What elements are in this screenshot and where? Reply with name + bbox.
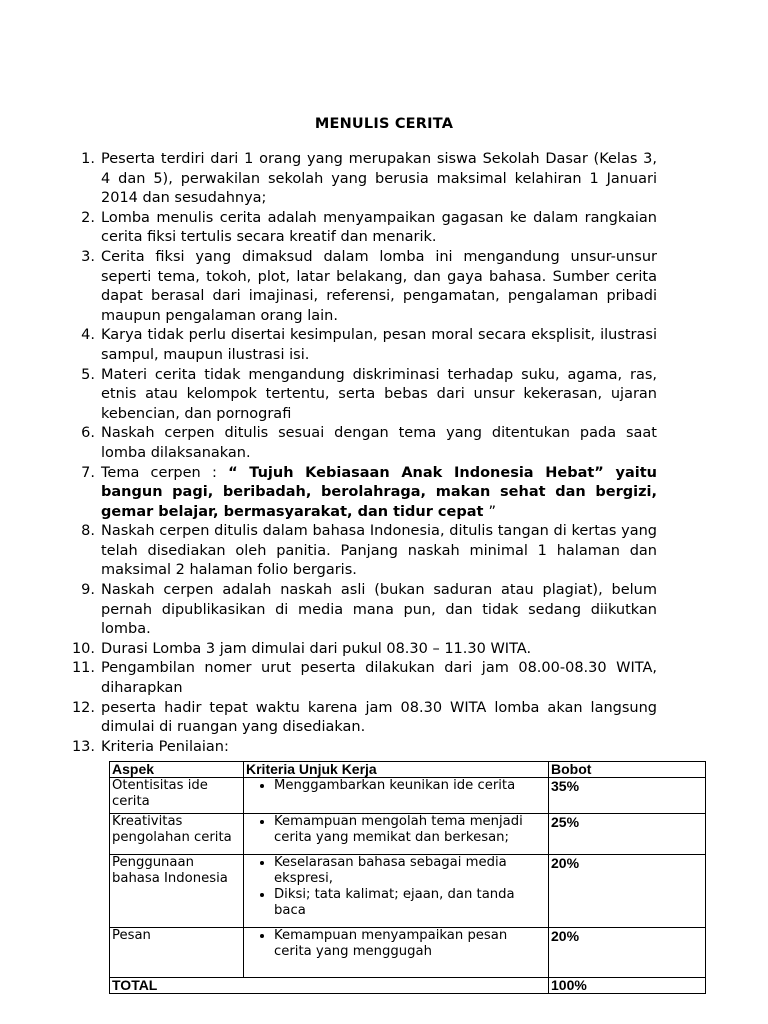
rule-item [81,522,657,581]
kriteria-cell [244,855,549,928]
table-row [110,778,706,814]
rule-number: 4. [81,327,95,344]
rule-text: Naskah cerpen ditulis sesuai dengan tema yang ditentukan pada saat lomba dilaksanakan. [101,425,657,461]
kriteria-cell [244,778,549,814]
rule-item [81,209,657,248]
rule-text-suffix: ” [488,503,497,520]
rule-number: 10. [71,640,95,657]
rule-item [71,738,657,758]
rule-number: 2. [81,209,95,226]
rule-item [81,248,657,326]
rule-text: Durasi Lomba 3 jam dimulai dari pukul 08.30 – 11.30 WITA. [101,640,532,657]
rules-list [71,150,657,757]
kriteria-item: • Kemampuan mengolah tema menjadi cerita yang memikat dan berkesan; [274,814,546,846]
rule-number: 5. [81,366,95,383]
aspek-cell: Pesan [110,928,244,978]
rule-number: 9. [81,582,95,599]
rule-number: 13. [71,738,95,755]
rule-text: Naskah cerpen adalah naskah asli (bukan saduran atau plagiat), belum pernah dipublikasikan di media mana pun, dan tidak sedang diikutkan lomba. [101,582,657,638]
rule-text: Materi cerita tidak mengandung diskriminasi terhadap suku, agama, ras, etnis atau kelompok tertentu, serta bebas dari unsur kekerasan, ujaran kebencian, dan pornografi [101,366,657,422]
table-row [110,814,706,855]
bobot-cell: 35% [549,778,706,814]
rule-number: 11. [71,660,95,677]
rule-text: Lomba menulis cerita adalah menyampaikan gagasan ke dalam rangkaian cerita fiksi tertulis secara kreatif dan menarik. [101,209,657,246]
rule-item [81,366,657,425]
kriteria-cell [244,928,549,978]
rule-item [81,326,657,365]
aspek-cell: Penggunaan bahasa Indonesia [110,855,244,928]
rule-item [81,424,657,463]
total-label: TOTAL [110,978,549,994]
header-kriteria: Kriteria Unjuk Kerja [244,762,549,778]
rule-item [71,640,657,660]
total-row [110,978,706,994]
aspek-cell: Otentisitas ide cerita [110,778,244,814]
rule-number: 1. [81,151,95,167]
rule-number: 12. [71,699,95,716]
kriteria-cell [244,814,549,855]
rule-item [71,699,657,738]
kriteria-item: • Kemampuan menyampaikan pesan cerita yang menggugah [274,928,546,960]
header-aspek: Aspek [110,762,244,778]
rule-item [71,659,657,698]
rule-number: 7. [81,464,95,481]
theme-text: “ Tujuh Kebiasaan Anak Indonesia Hebat” yaitu bangun pagi, beribadah, berolahraga, makan sehat dan bergizi, gemar belajar, bermasyarakat, dan tidur cepat [101,464,657,520]
kriteria-item: • Diksi; tata kalimat; ejaan, dan tanda baca [274,887,546,919]
kriteria-item: • Keselarasan bahasa sebagai media ekspresi, [274,855,546,887]
rule-text: Peserta terdiri dari 1 orang yang merupakan siswa Sekolah Dasar (Kelas 3, 4 dan 5), perwakilan sekolah yang berusia maksimal kelahiran 1 Januari 2014 dan sesudahnya; [101,151,657,207]
rule-text-prefix: Tema cerpen : [101,464,229,481]
table-row [110,928,706,978]
table-row [110,855,706,928]
rule-text: Pengambilan nomer urut peserta dilakukan dari jam 08.00-08.30 WITA, diharapkan [101,660,657,697]
page-title: MENULIS CERITA [314,116,454,132]
rule-text: Naskah cerpen ditulis dalam bahasa Indonesia, ditulis tangan di kertas yang telah disediakan oleh panitia. Panjang naskah minimal 1 halaman dan maksimal 2 halaman folio bergaris. [101,523,657,579]
bobot-cell: 20% [549,928,706,978]
criteria-table [109,761,706,994]
rule-item [81,581,657,640]
kriteria-item: • Menggambarkan keunikan ide cerita [274,778,546,794]
rule-item [81,150,657,209]
table-header-row [110,762,706,778]
rule-number: 3. [81,248,95,265]
rule-text: Cerita fiksi yang dimaksud dalam lomba ini mengandung unsur-unsur seperti tema, tokoh, plot, latar belakang, dan gaya bahasa. Sumber cerita dapat berasal dari imajinasi, referensi, pengamatan, pengalaman pribadi maupun pengalaman orang lain. [101,248,657,324]
bobot-cell: 25% [549,814,706,855]
rule-number: 6. [81,425,95,442]
rule-text: peserta hadir tepat waktu karena jam 08.30 WITA lomba akan langsung dimulai di ruangan yang disediakan. [101,699,657,736]
bobot-cell: 20% [549,855,706,928]
total-value: 100% [549,978,706,994]
rule-number: 8. [81,523,95,540]
rule-text: Karya tidak perlu disertai kesimpulan, pesan moral secara eksplisit, ilustrasi sampul, maupun ilustrasi isi. [101,327,657,363]
aspek-cell: Kreativitas pengolahan cerita [110,814,244,855]
rule-text: Kriteria Penilaian: [101,738,229,755]
rule-item [81,464,657,523]
header-bobot: Bobot [549,762,706,778]
